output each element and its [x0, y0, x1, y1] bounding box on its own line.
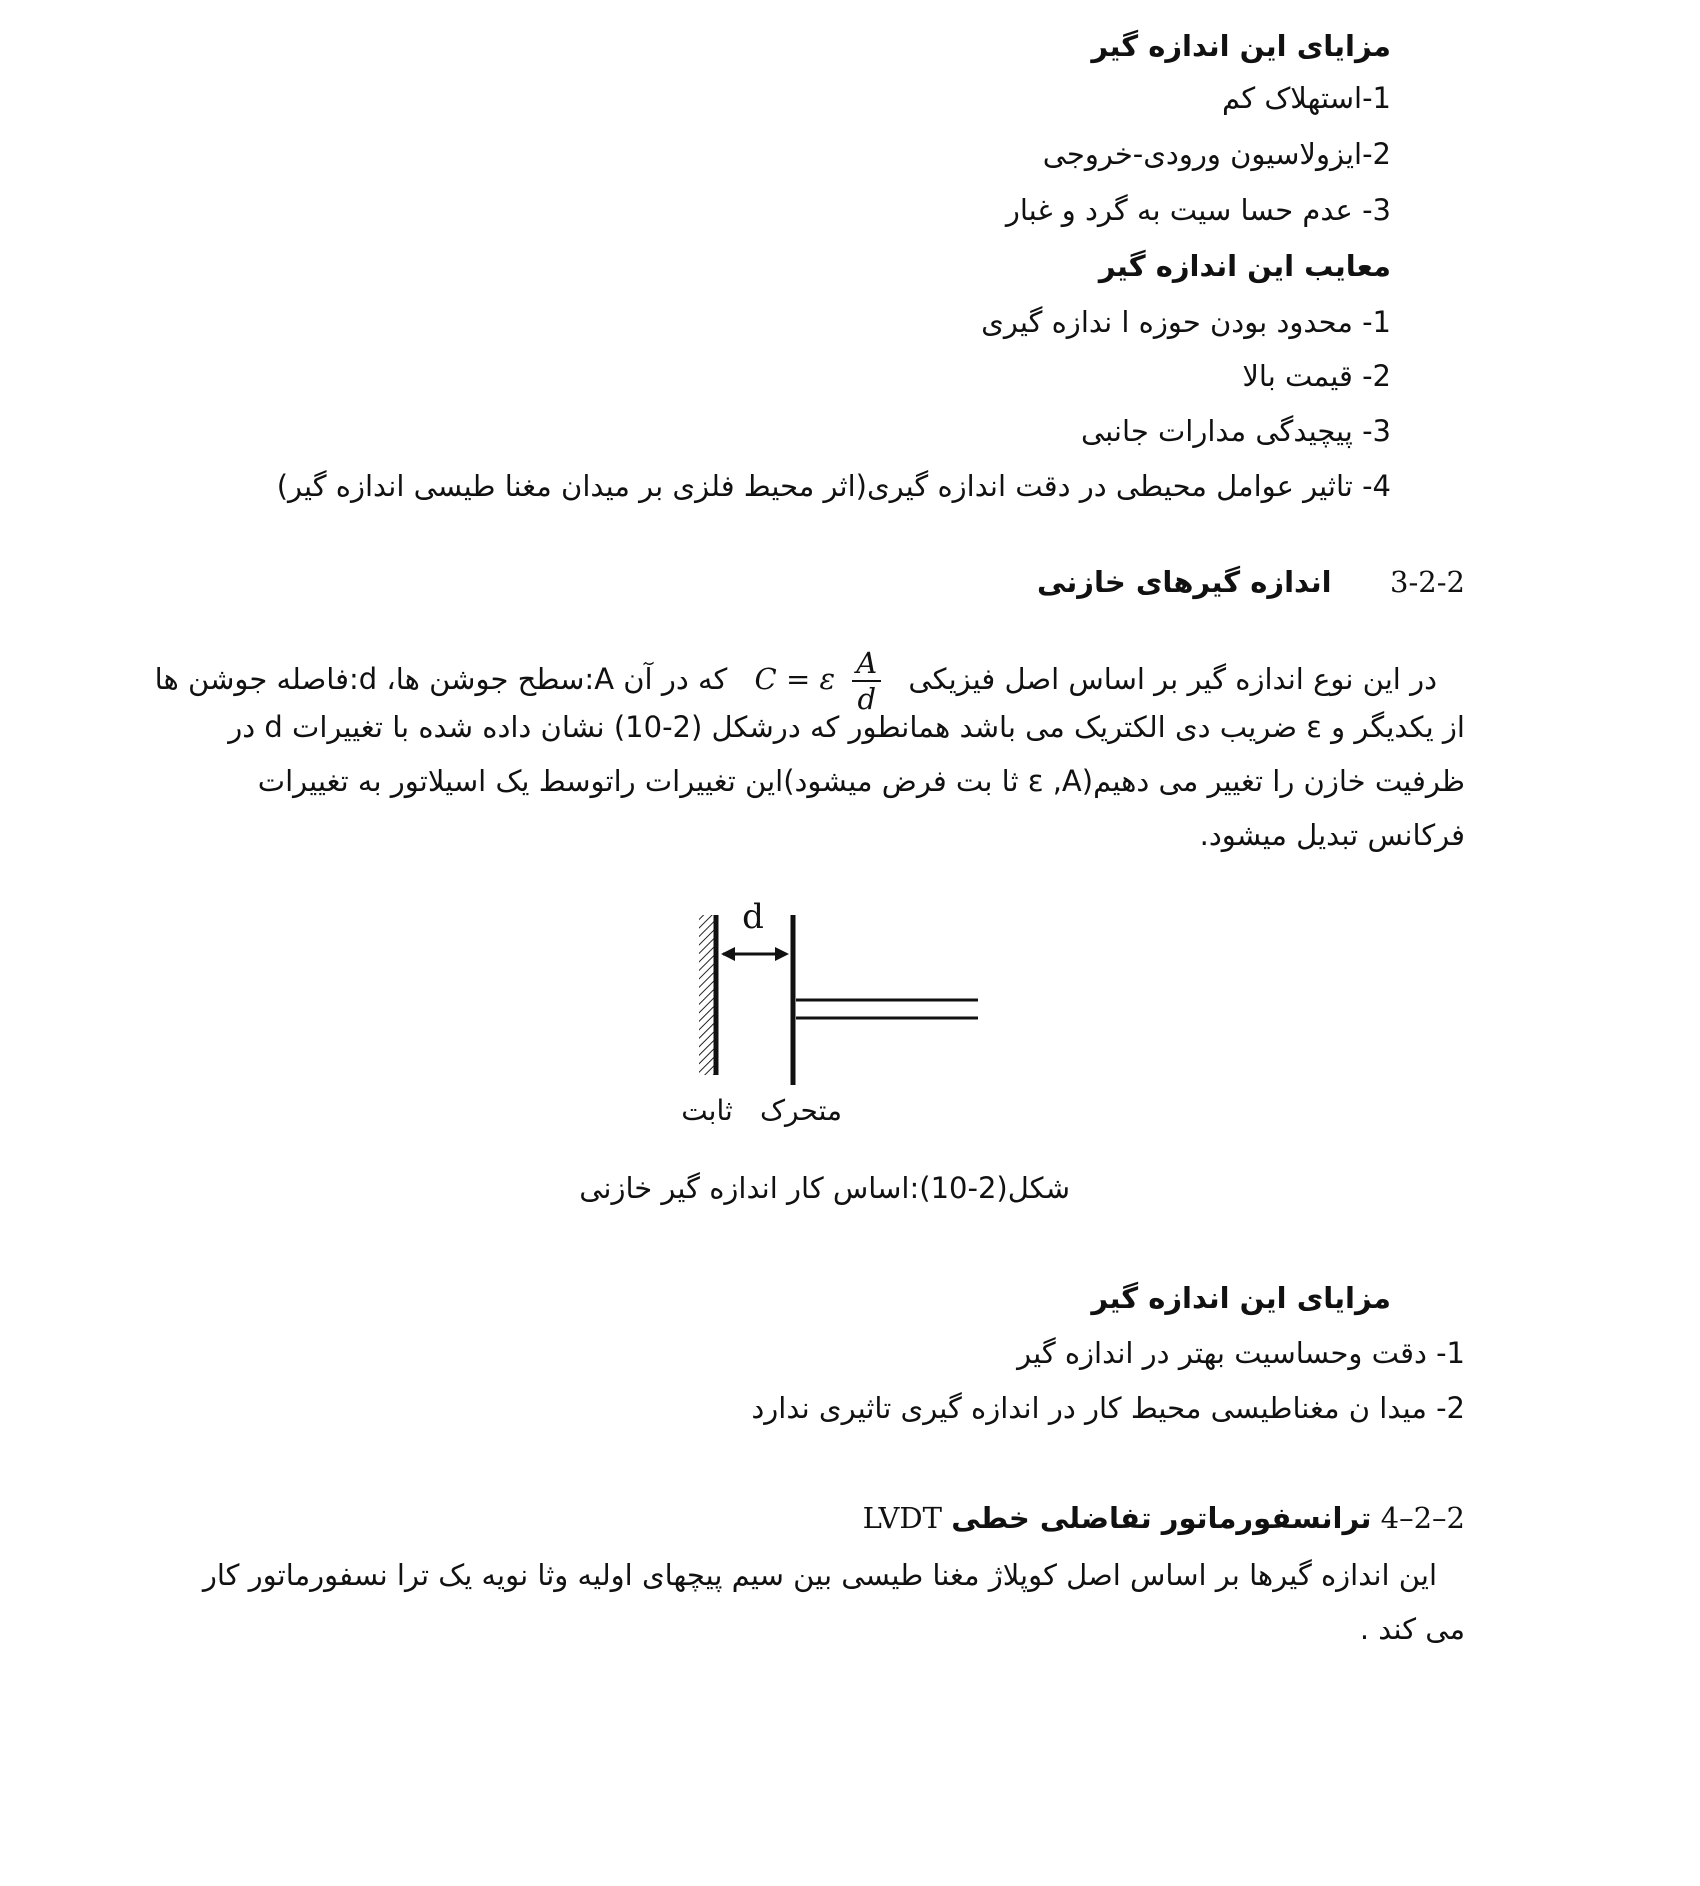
capacitor-diagram [663, 870, 1023, 1160]
paragraph-line: فرکانس تبدیل میشود. [1199, 818, 1465, 852]
distance-label: d [742, 897, 764, 937]
section-title: ترانسفورماتور تفاضلی خطی [951, 1501, 1372, 1535]
list-item: 2- میدا ن مغناطیسی محیط کار در اندازه گیری تاثیری ندارد [751, 1391, 1465, 1425]
disadvantages-heading: معایب این اندازه گیر [1098, 249, 1391, 283]
moving-label: متحرک [759, 1094, 843, 1127]
fixed-plate-hatching [699, 915, 714, 1075]
paragraph [228, 707, 1465, 855]
capacitance-formula [755, 646, 882, 716]
figure-caption: شکل(2-10):اساس کار اندازه گیر خازنی [579, 1171, 1070, 1205]
list-item: 2-ایزولاسیون ورودی-خروجی [1042, 137, 1391, 171]
fixed-label: ثابت [681, 1094, 733, 1127]
paragraph [202, 1555, 1465, 1649]
section-heading [863, 1498, 1465, 1538]
formula-fraction [852, 646, 881, 716]
section-heading [1037, 562, 1465, 602]
arrow-head-right [775, 947, 789, 961]
formula-lhs: C = ε [754, 662, 836, 696]
paragraph-text: که در آن A:سطح جوشن ها، d:فاصله جوشن ها [154, 662, 728, 696]
list-item: 1- دقت وحساسیت بهتر در اندازه گیر [1017, 1336, 1465, 1370]
paragraph-line: این اندازه گیرها بر اساس اصل کوپلاژ مغنا طیسی بین سیم پیچهای اولیه وثا نویه یک ترا نسفورماتور کار [202, 1558, 1437, 1592]
capacitor-figure [663, 870, 1023, 1160]
section-number: 2–2–4 [1380, 1501, 1465, 1535]
paragraph-line: از یکدیگر و ε ضریب دی الکتریک می باشد همانطور که درشکل (2-10) نشان داده شده با تغییرات d در [228, 710, 1465, 744]
formula-numerator: A [852, 646, 881, 682]
list-item: 2- قیمت بالا [1242, 359, 1391, 393]
list-item: 1-استهلاک کم [1222, 81, 1391, 115]
list-item: 4- تاثیر عوامل محیطی در دقت اندازه گیری(اثر محیط فلزی بر میدان مغنا طیسی اندازه گیر) [276, 469, 1391, 503]
list-item: 1- محدود بودن حوزه ا ندازه گیری [981, 305, 1391, 339]
list-item: 3- عدم حسا سیت به گرد و غبار [1005, 193, 1391, 227]
advantages-heading: مزایای این اندازه گیر [1091, 1281, 1391, 1315]
section-number: 3-2-2 [1390, 565, 1465, 599]
section-title: اندازه گیرهای خازنی [1037, 565, 1332, 599]
paragraph-line [155, 646, 1437, 716]
formula-denominator: d [857, 682, 877, 716]
paragraph-line: ظرفیت خازن را تغییر می دهیم(ε ,A ثا بت فرض میشود)این تغییرات راتوسط یک اسیلاتور به تغییرات [257, 764, 1465, 798]
list-item: 3- پیچیدگی مدارات جانبی [1081, 414, 1391, 448]
section-suffix: LVDT [862, 1501, 943, 1535]
paragraph-text: در این نوع اندازه گیر بر اساس اصل فیزیکی [908, 662, 1437, 696]
paragraph-line: می کند . [1359, 1612, 1465, 1646]
arrow-head-left [721, 947, 735, 961]
advantages-heading: مزایای این اندازه گیر [1091, 29, 1391, 63]
